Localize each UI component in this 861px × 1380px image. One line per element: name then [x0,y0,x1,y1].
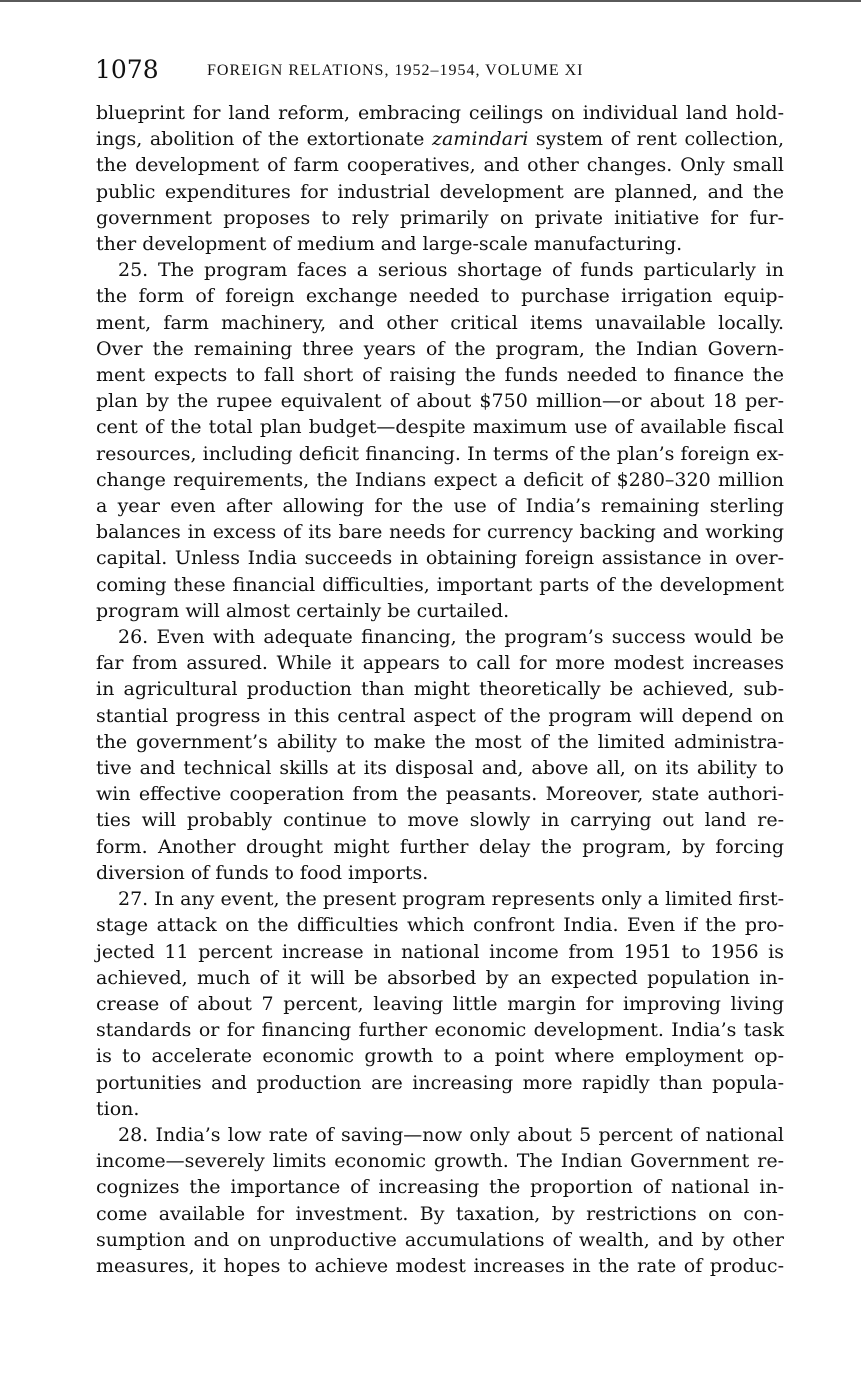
text-line: portunities and production are increasing more rapidly than popula- [96,1071,784,1094]
text-line: ther development of medium and large-scale manufacturing. [96,233,683,256]
text-line: the development of farm cooperatives, and other changes. Only small [96,154,784,177]
text-line: tion. [96,1097,140,1120]
text-line: cent of the total plan budget—despite maximum use of available fiscal [96,416,784,439]
text-line: tive and technical skills at its disposal and, above all, on its ability to [96,757,784,780]
running-head: FOREIGN RELATIONS, 1952–1954, VOLUME XI [207,62,584,79]
text-line: resources, including deficit financing. In terms of the plan’s foreign ex- [96,442,784,465]
text-line: form. Another drought might further delay the program, by forcing [96,835,784,858]
body-text [96,100,784,1279]
paragraph-continued [96,100,784,257]
text-line: win effective cooperation from the peasants. Moreover, state authori- [96,783,784,806]
text-line: the government’s ability to make the most of the limited administra- [96,730,784,753]
page-number: 1078 [95,55,159,84]
text-line: measures, it hopes to achieve modest increases in the rate of produc- [96,1254,784,1277]
text-line: stage attack on the difficulties which confront India. Even if the pro- [96,914,784,937]
text-line: blueprint for land reform, embracing ceilings on individual land hold- [96,102,784,124]
paragraph-27 [96,886,784,1122]
paragraph-25 [96,257,784,624]
text-line: 26. Even with adequate financing, the program’s success would be [118,626,784,649]
text-line: in agricultural production than might theoretically be achieved, sub- [96,678,784,701]
text-line: government proposes to rely primarily on private initiative for fur- [96,206,784,229]
paragraph-28 [96,1122,784,1279]
text-line: standards or for financing further economic development. India’s task [96,1019,784,1042]
text-line: ment, farm machinery, and other critical items unavailable locally. [96,311,784,334]
paragraph-26 [96,624,784,886]
text-line: stantial progress in this central aspect of the program will depend on [96,704,784,727]
text-span: system of rent collection, [528,128,784,151]
top-border-rule [0,0,861,2]
text-line: 27. In any event, the present program represents only a limited first- [118,888,784,911]
text-line: balances in excess of its bare needs for currency backing and working [96,521,784,544]
text-line [96,126,784,152]
text-line: ment expects to fall short of raising the funds needed to finance the [96,364,784,387]
text-span: ings, abolition of the extortionate [96,128,432,151]
text-line: 28. India’s low rate of saving—now only about 5 percent of national [118,1123,784,1146]
text-line: plan by the rupee equivalent of about $750 million—or about 18 per- [96,390,784,413]
text-line: achieved, much of it will be absorbed by an expected population in- [96,966,784,989]
text-line: change requirements, the Indians expect a deficit of $280–320 million [96,468,784,491]
text-line: is to accelerate economic growth to a point where employment op- [96,1045,784,1068]
text-line: a year even after allowing for the use of India’s remaining sterling [96,495,784,518]
text-line: crease of about 7 percent, leaving little margin for improving living [96,992,784,1015]
page-header [95,56,785,86]
text-line: Over the remaining three years of the program, the Indian Govern- [96,337,784,360]
text-line: coming these financial difficulties, important parts of the development [96,573,784,596]
text-line: 25. The program faces a serious shortage of funds particularly in [118,259,784,282]
text-line: program will almost certainly be curtailed. [96,599,510,622]
italic-term: zamindari [431,128,529,151]
text-line: come available for investment. By taxation, by restrictions on con- [96,1202,784,1225]
text-line: cognizes the importance of increasing the proportion of national in- [96,1176,784,1199]
text-line: capital. Unless India succeeds in obtaining foreign assistance in over- [96,547,784,570]
text-line: income—severely limits economic growth. The Indian Government re- [96,1150,784,1173]
text-line: jected 11 percent increase in national income from 1951 to 1956 is [96,940,784,963]
text-line: public expenditures for industrial development are planned, and the [96,180,784,203]
text-line: the form of foreign exchange needed to purchase irrigation equip- [96,285,784,308]
text-line: sumption and on unproductive accumulations of wealth, and by other [96,1228,784,1251]
text-line: ties will probably continue to move slowly in carrying out land re- [96,809,784,832]
text-line: diversion of funds to food imports. [96,861,429,884]
text-line: far from assured. While it appears to call for more modest increases [96,652,784,675]
